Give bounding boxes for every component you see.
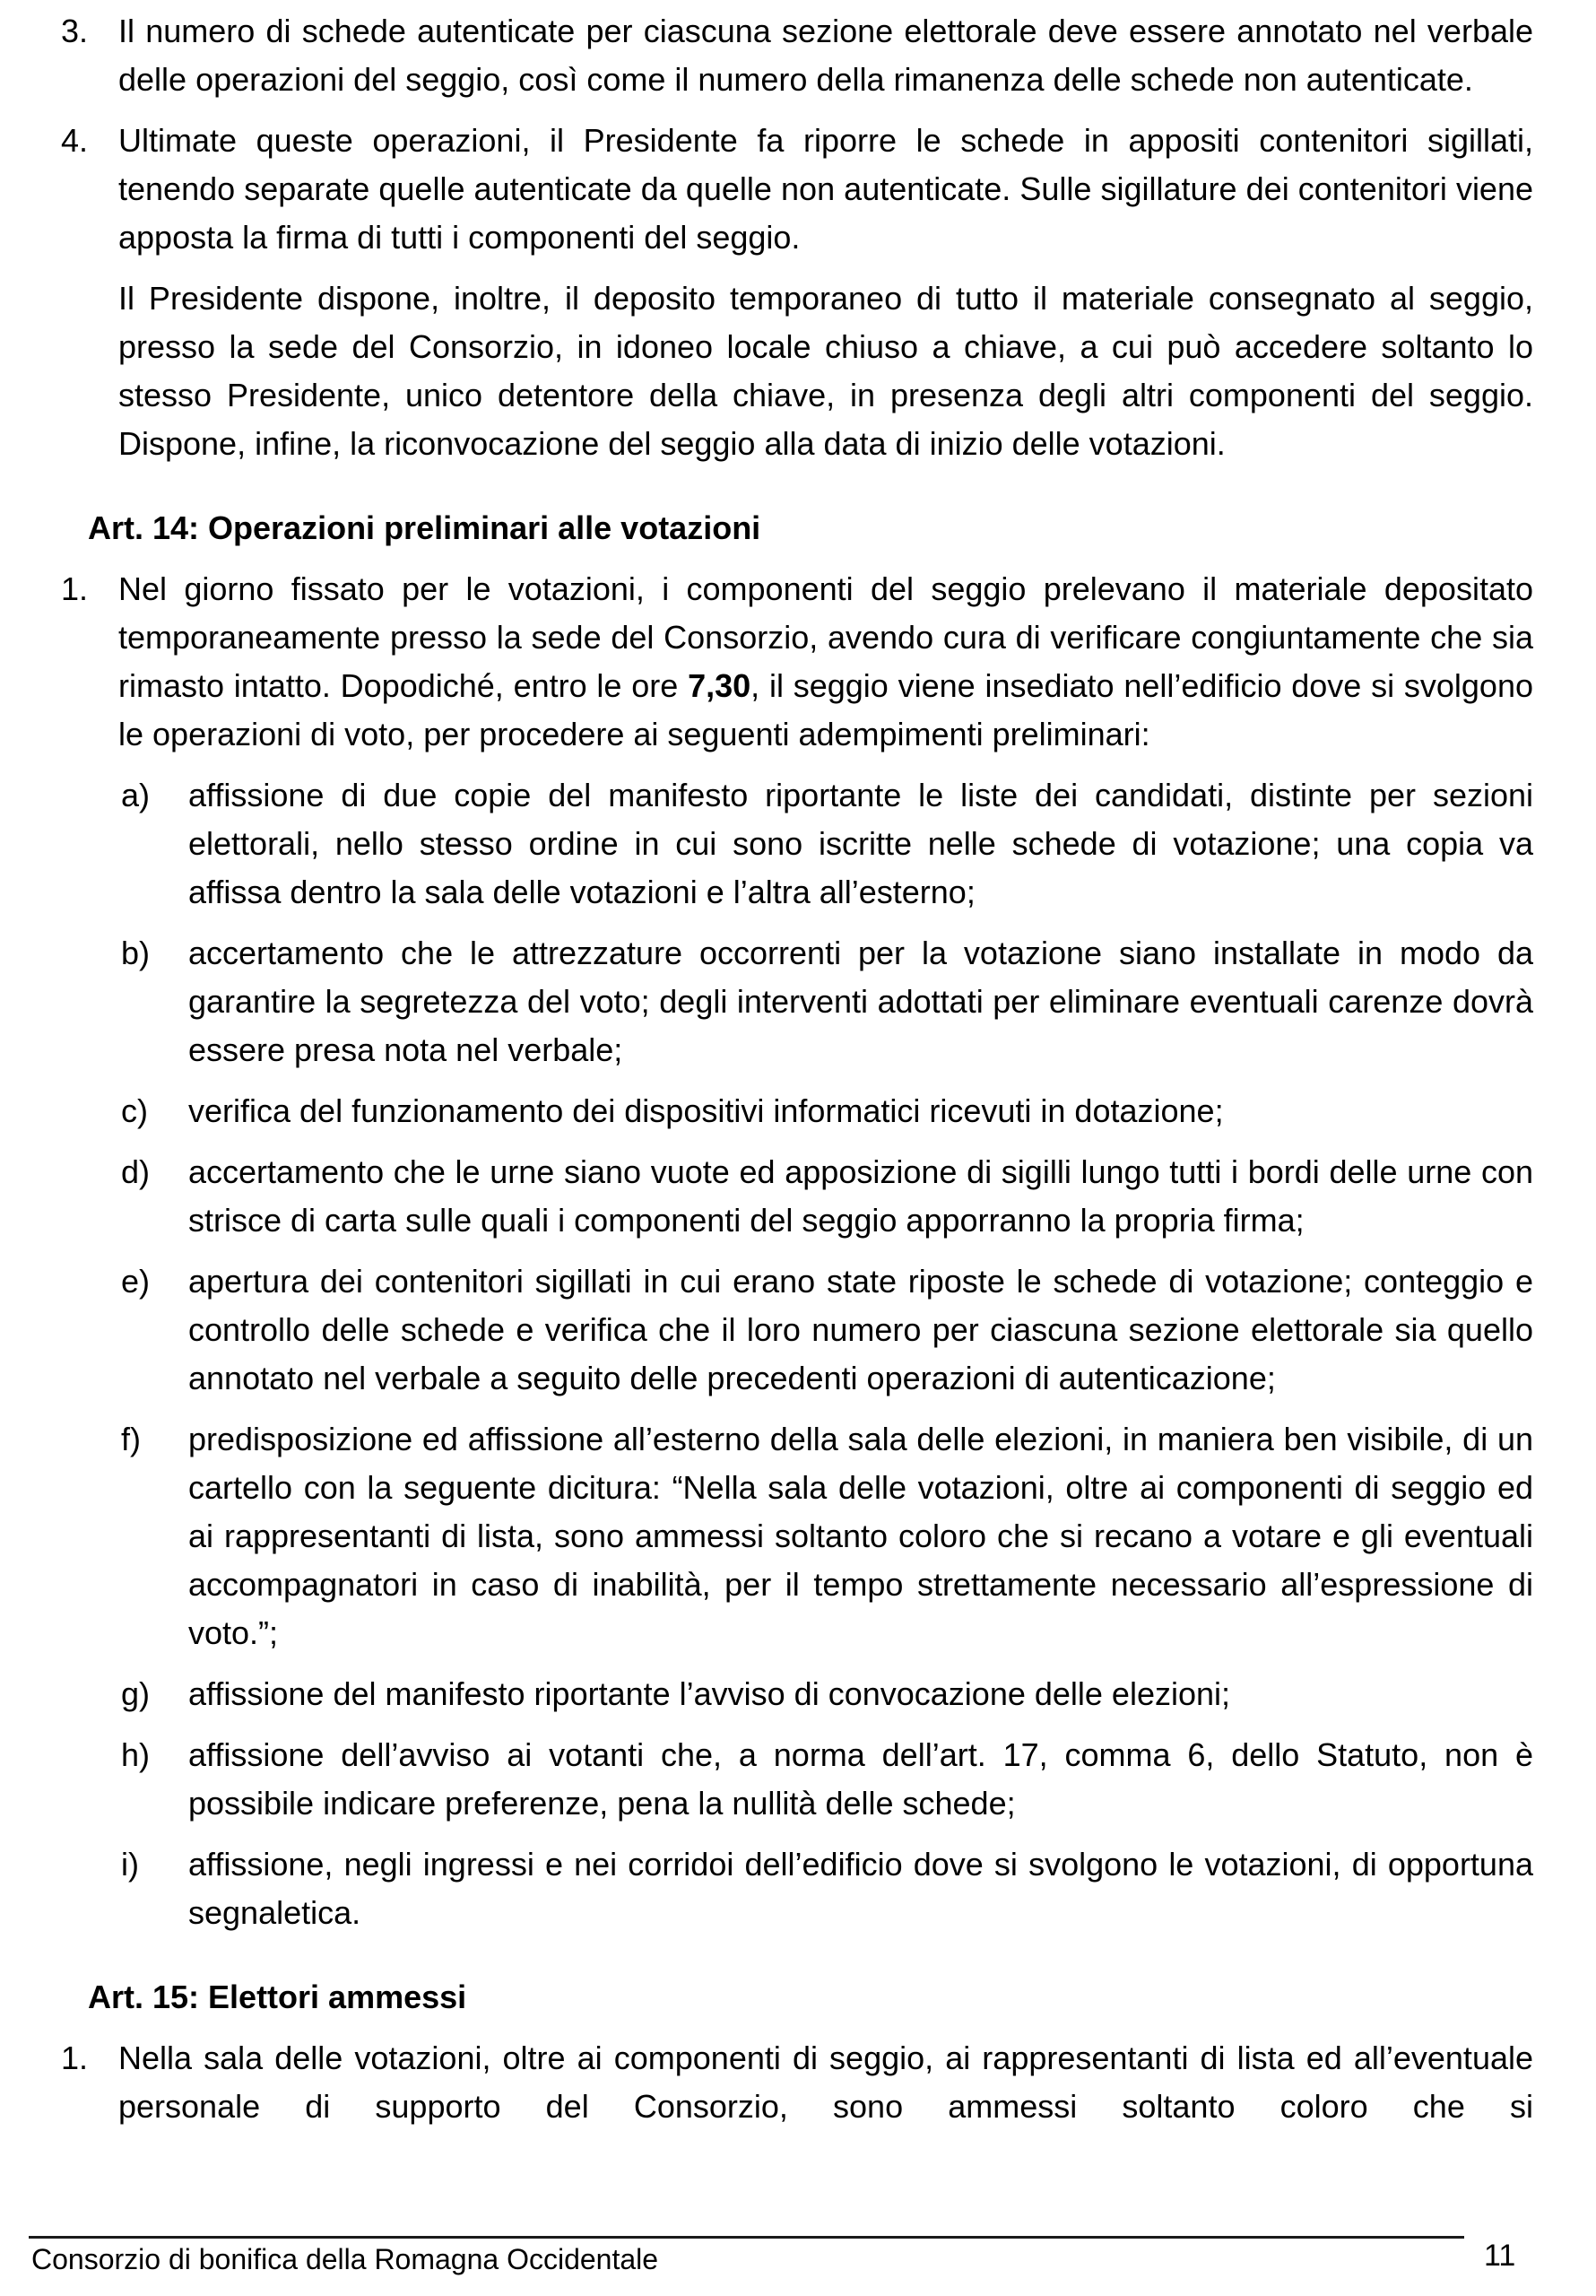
footer-divider — [29, 2236, 1464, 2239]
sub-item-letter: g) — [121, 1675, 151, 1712]
sub-item-text: affissione, negli ingressi e nei corridoi dell’edificio dove si svolgono le votazioni, di opportuna segnaletica. — [188, 1846, 1533, 1931]
article-15-heading: Art. 15: Elettori ammessi — [88, 1979, 467, 2015]
list-item-number: 1. — [61, 2039, 89, 2076]
sub-item-text: accertamento che le urne siano vuote ed apposizione di sigilli lungo tutti i bordi delle urne con strisce di carta sulle quali i componenti del seggio apporranno la propria firma; — [188, 1153, 1533, 1239]
sub-item-i — [0, 1840, 1533, 1937]
page-number: 11 — [1484, 2239, 1516, 2273]
sub-item-text: apertura dei contenitori sigillati in cui erano state riposte le schede di votazione; conteggio e controllo delle schede e verifica che il loro numero per ciascuna sezione elettorale sia quello annotato nel verbale a seguito delle precedenti operazioni di autenticazione; — [188, 1263, 1533, 1396]
list-item-number: 3. — [61, 13, 89, 49]
footer-org-name: Consorzio di bonifica della Romagna Occidentale — [31, 2243, 659, 2275]
sub-item-b — [0, 929, 1533, 1074]
art15-item-1 — [0, 2034, 1533, 2131]
list-item-4 — [0, 117, 1533, 262]
list-item-text-after: , il seggio viene insediato nell’edificio dove si svolgono le operazioni di voto, per procedere ai seguenti adempimenti preliminari: — [118, 667, 1533, 752]
sub-item-letter: e) — [121, 1263, 151, 1300]
sub-item-g — [0, 1670, 1533, 1718]
list-item-text: Nella sala delle votazioni, oltre ai componenti di seggio, ai rappresentanti di lista ed all’eventuale personale di supporto del Consorzio, sono ammessi soltanto coloro che si — [118, 2039, 1533, 2125]
sub-item-e — [0, 1257, 1533, 1403]
sub-item-text: affissione del manifesto riportante l’avviso di convocazione delle elezioni; — [188, 1675, 1231, 1712]
paragraph-presidente: Il Presidente dispone, inoltre, il deposito temporaneo di tutto il materiale consegnato al seggio, presso la sede del Consorzio, in idoneo locale chiuso a chiave, a cui può accedere soltanto lo stesso Presidente, unico detentore della chiave, in presenza degli altri componenti del seggio. Dispone, infine, la riconvocazione del seggio alla data di inizio delle votazioni. — [118, 280, 1533, 462]
sub-item-letter: a) — [121, 777, 151, 813]
article-14-heading: Art. 14: Operazioni preliminari alle votazioni — [88, 509, 761, 546]
sub-item-text: accertamento che le attrezzature occorrenti per la votazione siano installate in modo da garantire la segretezza del voto; degli interventi adottati per eliminare eventuali carenze dovrà essere presa nota nel verbale; — [188, 935, 1533, 1068]
sub-item-text: affissione dell’avviso ai votanti che, a norma dell’art. 17, comma 6, dello Statuto, non è possibile indicare preferenze, pena la nullità delle schede; — [188, 1736, 1533, 1822]
sub-item-text: affissione di due copie del manifesto riportante le liste dei candidati, distinte per sezioni elettorali, nello stesso ordine in cui sono iscritte nelle schede di votazione; una copia va affissa dentro la sala delle votazioni e l’altra all’esterno; — [188, 777, 1533, 910]
sub-item-letter: h) — [121, 1736, 151, 1773]
sub-item-letter: i) — [121, 1846, 139, 1883]
sub-item-d — [0, 1148, 1533, 1245]
sub-item-c — [0, 1087, 1533, 1135]
sub-item-letter: c) — [121, 1092, 148, 1129]
list-item-number: 4. — [61, 122, 89, 159]
sub-item-h — [0, 1731, 1533, 1828]
list-item-text: Il numero di schede autenticate per ciascuna sezione elettorale deve essere annotato nel verbale delle operazioni del seggio, così come il numero della rimanenza delle schede non autenticate. — [118, 13, 1533, 98]
page-body — [0, 7, 1596, 2144]
list-item-3 — [0, 7, 1533, 104]
sub-item-text: verifica del funzionamento dei dispositivi informatici ricevuti in dotazione; — [188, 1092, 1224, 1129]
art14-item-1 — [0, 565, 1533, 759]
sub-item-a — [0, 771, 1533, 917]
sub-item-letter: b) — [121, 935, 151, 971]
list-item-number: 1. — [61, 570, 89, 607]
bold-time-value: 7,30 — [688, 667, 751, 704]
sub-item-f — [0, 1415, 1533, 1657]
sub-item-text: predisposizione ed affissione all’esterno della sala delle elezioni, in maniera ben visibile, di un cartello con la seguente dicitura: “Nella sala delle votazioni, oltre ai componenti di seggio ed ai rappresentanti di lista, sono ammessi soltanto coloro che si recano a votare e gli eventuali accompagnatori in caso di inabilità, per il tempo strettamente necessario all’espressione di voto.”; — [188, 1421, 1533, 1651]
list-item-text-before: Nel giorno fissato per le votazioni, i componenti del seggio prelevano il materiale depositato temporaneamente presso la sede del Consorzio, avendo cura di verificare congiuntamente che sia rimasto intatto. Dopodiché, entro le ore — [118, 570, 1533, 704]
sub-item-letter: d) — [121, 1153, 151, 1190]
list-item-text: Ultimate queste operazioni, il Presidente fa riporre le schede in appositi contenitori sigillati, tenendo separate quelle autenticate da quelle non autenticate. Sulle sigillature dei contenitori viene apposta la firma di tutti i componenti del seggio. — [118, 122, 1533, 256]
sub-item-letter: f) — [121, 1421, 141, 1457]
